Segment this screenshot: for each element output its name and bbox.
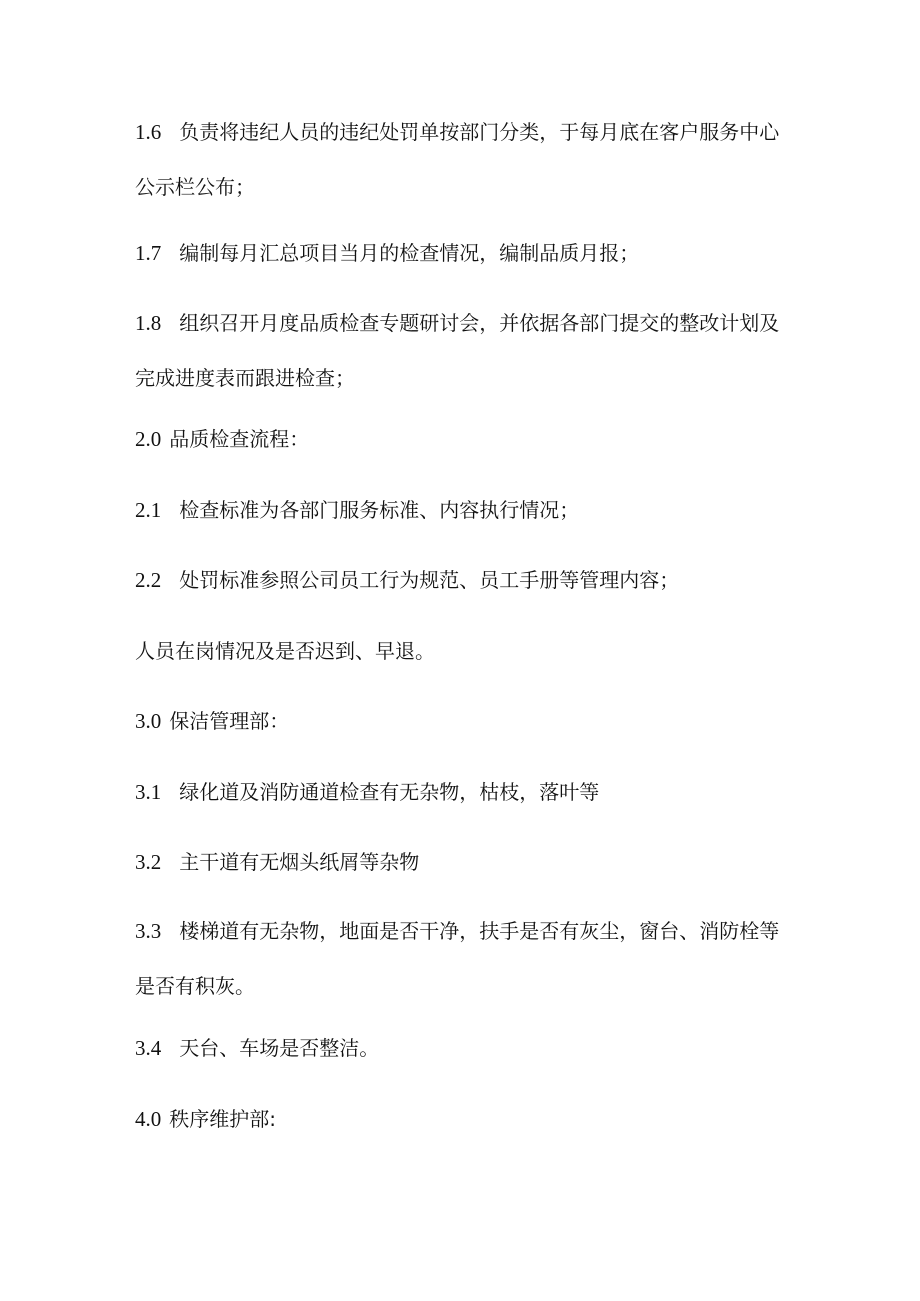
paragraph-text: 负责将违纪人员的违纪处罚单按部门分类，于每月底在客户服务中心公示栏公布； xyxy=(135,120,780,199)
paragraph-text: 组织召开月度品质检查专题研讨会，并依据各部门提交的整改计划及完成进度表而跟进检查； xyxy=(135,311,780,390)
paragraph-text: 绿化道及消防通道检查有无杂物，枯枝，落叶等 xyxy=(179,780,600,804)
section-heading: 保洁管理部： xyxy=(169,709,290,733)
paragraph-3-1 xyxy=(135,765,795,820)
section-number: 2.1 xyxy=(135,498,162,522)
section-number: 2.2 xyxy=(135,568,162,592)
paragraph-text: 编制每月汇总项目当月的检查情况，编制品质月报； xyxy=(179,241,640,265)
paragraph-text: 处罚标准参照公司员工行为规范、员工手册等管理内容； xyxy=(179,568,680,592)
section-number: 1.6 xyxy=(135,120,162,144)
section-number: 1.7 xyxy=(135,241,162,265)
paragraph-text: 楼梯道有无杂物，地面是否干净，扶手是否有灰尘，窗台、消防栓等是否有积灰。 xyxy=(135,919,780,998)
heading-3-0 xyxy=(135,694,795,749)
paragraph-1-8 xyxy=(135,296,795,406)
paragraph-1-6 xyxy=(135,105,795,215)
section-number: 4.0 xyxy=(135,1107,162,1131)
paragraph-unnumbered xyxy=(135,624,795,679)
paragraph-2-1 xyxy=(135,483,795,538)
section-number: 3.1 xyxy=(135,780,162,804)
paragraph-text: 检查标准为各部门服务标准、内容执行情况； xyxy=(179,498,580,522)
paragraph-3-2 xyxy=(135,835,795,890)
section-heading: 秩序维护部: xyxy=(169,1107,276,1131)
section-number: 3.3 xyxy=(135,919,162,943)
section-number: 3.0 xyxy=(135,709,162,733)
paragraph-3-4 xyxy=(135,1021,795,1076)
paragraph-1-7 xyxy=(135,226,795,281)
paragraph-3-3 xyxy=(135,904,795,1014)
paragraph-text: 人员在岗情况及是否迟到、早退。 xyxy=(135,639,435,663)
paragraph-text: 主干道有无烟头纸屑等杂物 xyxy=(179,850,420,874)
section-number: 3.4 xyxy=(135,1036,162,1060)
paragraph-text: 天台、车场是否整洁。 xyxy=(179,1036,380,1060)
heading-4-0 xyxy=(135,1092,795,1147)
section-heading: 品质检查流程： xyxy=(169,427,310,451)
section-number: 1.8 xyxy=(135,311,162,335)
section-number: 2.0 xyxy=(135,427,162,451)
section-number: 3.2 xyxy=(135,850,162,874)
heading-2-0 xyxy=(135,412,795,467)
paragraph-2-2 xyxy=(135,553,795,608)
